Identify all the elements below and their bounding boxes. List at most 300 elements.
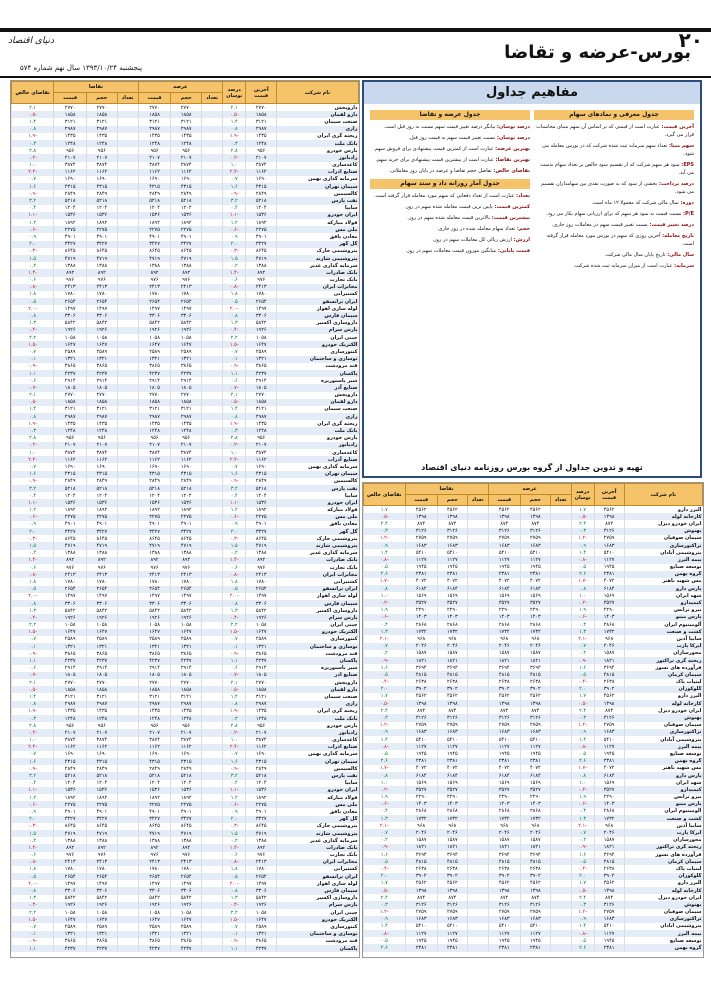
supply-price-cell: ۵۴۱۰ xyxy=(488,923,520,930)
supply-count-cell xyxy=(201,916,222,923)
demand-count-cell xyxy=(467,758,488,765)
change-cell: ۲.۲ xyxy=(223,622,246,629)
demand-count-cell xyxy=(117,341,138,348)
supply-count-cell xyxy=(550,592,571,599)
change-cell: -۰.۴ xyxy=(223,902,246,909)
supply-price-cell: ۹۵۶ xyxy=(138,147,171,154)
company-name-cell: الکتریک خودرو xyxy=(276,341,358,348)
last-price-cell: ۱۷۸۰ xyxy=(246,291,276,298)
supply-price-cell: ۲۶۳۸ xyxy=(488,679,520,686)
supply-volume-cell: ۲۶۵۴ xyxy=(171,586,201,593)
net-demand-cell: ۰.۷ xyxy=(12,176,54,183)
demand-volume-cell: ۴۵۶۲ xyxy=(437,506,467,514)
concept-entry xyxy=(534,262,694,270)
net-demand-cell: -۰.۳ xyxy=(12,248,54,255)
change-cell: -۲.۰ xyxy=(223,593,246,600)
change-cell: ۲.۸ xyxy=(223,722,246,729)
demand-price-cell: ۱۵۳۶ xyxy=(54,499,87,506)
demand-price-cell: ۱۶۹۰ xyxy=(54,751,87,758)
company-name-cell: البرز دارو xyxy=(624,693,702,700)
change-cell: ۱.۱ xyxy=(223,945,246,952)
supply-price-cell: ۲۲۷۵ xyxy=(138,514,171,521)
supply-count-cell xyxy=(201,521,222,528)
concept-entry xyxy=(534,210,694,218)
supply-price-cell: ۹۷۶ xyxy=(138,564,171,571)
net-demand-cell: -۲.۱ xyxy=(364,635,406,642)
table-row xyxy=(12,298,359,305)
demand-price-cell: ۱۷۸۰ xyxy=(54,291,87,298)
change-cell: ۰.۴ xyxy=(571,808,594,815)
demand-count-cell xyxy=(117,830,138,837)
company-name-cell: توسعه صنایع xyxy=(624,750,702,757)
supply-count-cell xyxy=(201,514,222,521)
net-demand-cell: -۲.۰ xyxy=(12,880,54,887)
change-cell: -۰.۲ xyxy=(571,599,594,606)
supply-price-cell: ۱۳۸۸ xyxy=(138,837,171,844)
table-row xyxy=(12,787,359,794)
change-cell: ۱.۳ xyxy=(571,628,594,635)
change-cell: -۰.۷ xyxy=(223,672,246,679)
supply-count-cell xyxy=(201,226,222,233)
supply-volume-cell: ۲۹۸۷ xyxy=(171,413,201,420)
demand-price-cell: ۱۲۰۴ xyxy=(54,205,87,212)
supply-volume-cell: ۱۸۹۲ xyxy=(171,507,201,514)
table-row xyxy=(12,715,359,722)
company-name-cell: نفت پارس xyxy=(276,197,358,204)
demand-count-cell xyxy=(467,700,488,707)
net-demand-cell: -۰.۶ xyxy=(364,801,406,808)
last-price-cell: ۲۲۹۰ xyxy=(594,607,624,614)
supply-price-cell: ۳۸۶۵ xyxy=(138,363,171,370)
supply-count-cell xyxy=(550,549,571,556)
demand-volume-cell: ۹۶۸ xyxy=(437,635,467,642)
supply-price-cell: ۱۴۳۵ xyxy=(138,708,171,715)
supply-count-cell xyxy=(201,873,222,880)
supply-price-cell: ۱۷۸۰ xyxy=(138,291,171,298)
supply-volume-cell: ۲۱۰۷ xyxy=(171,442,201,449)
supply-volume-cell: ۶۱۸۴ xyxy=(520,585,550,592)
supply-price-cell: ۳۸۶۵ xyxy=(138,938,171,945)
demand-count-cell xyxy=(467,858,488,865)
supply-count-cell xyxy=(201,507,222,514)
supply-price-cell: ۲۷۷۰ xyxy=(138,392,171,399)
demand-volume-cell: ۲۱۰۷ xyxy=(87,729,117,736)
supply-volume-cell: ۱۱۶۲ xyxy=(171,456,201,463)
change-cell: ۱.۶ xyxy=(223,758,246,765)
change-cell: ۱.۲ xyxy=(223,507,246,514)
supply-price-cell: ۱۴۳۵ xyxy=(138,420,171,427)
net-demand-cell: ۱.۳ xyxy=(12,895,54,902)
col-demand-count: تعداد xyxy=(117,93,138,104)
supply-price-cell: ۶۱۸۴ xyxy=(488,585,520,592)
supply-volume-cell: ۴۳۱۵ xyxy=(171,183,201,190)
demand-count-cell xyxy=(117,672,138,679)
net-demand-cell: ۰.۲ xyxy=(12,837,54,844)
supply-count-cell xyxy=(550,858,571,865)
change-cell: ۱.۷ xyxy=(571,506,594,514)
supply-price-cell: ۱۱۶۲ xyxy=(138,456,171,463)
demand-price-cell: ۱۴۳۵ xyxy=(54,133,87,140)
demand-volume-cell: ۱۳۲۱ xyxy=(87,643,117,650)
net-demand-cell: ۲.۰ xyxy=(364,686,406,693)
supply-price-cell: ۱۸۹۲ xyxy=(138,219,171,226)
change-cell: ۰.۸ xyxy=(223,600,246,607)
change-cell: -۱.۹ xyxy=(223,133,246,140)
supply-volume-cell: ۴۷۱۹ xyxy=(171,255,201,262)
concept-definition: پایین ترین قیمت معامله شده سهم در روز. xyxy=(404,204,493,210)
company-name-cell: کارخانه لوله xyxy=(624,513,702,520)
supply-volume-cell: ۲۳۸۱ xyxy=(520,571,550,578)
supply-volume-cell: ۹۷۶ xyxy=(171,852,201,859)
net-demand-cell: -۰.۵ xyxy=(12,399,54,406)
change-cell: ۳.۲ xyxy=(223,772,246,779)
demand-volume-cell: ۱۷۳۲ xyxy=(437,628,467,635)
company-name-cell: داروسازی اکسیر xyxy=(276,320,358,327)
supply-volume-cell: ۱۰۵۸ xyxy=(171,622,201,629)
demand-volume-cell: ۸۹۲ xyxy=(87,557,117,564)
demand-price-cell: ۹۷۶ xyxy=(54,852,87,859)
supply-price-cell: ۹۶۸ xyxy=(488,635,520,642)
demand-count-cell xyxy=(117,420,138,427)
concept-term: درصد نوسان: xyxy=(495,135,530,141)
table-row xyxy=(12,873,359,880)
demand-volume-cell: ۱۶۸۳ xyxy=(437,542,467,549)
supply-volume-cell: ۱۴۹۷ xyxy=(171,880,201,887)
demand-price-cell: ۳۱۲۱ xyxy=(54,406,87,413)
supply-volume-cell: ۲۲۷۵ xyxy=(171,514,201,521)
company-name-cell: پارس مینو xyxy=(624,614,702,621)
demand-volume-cell: ۳۳۰۶ xyxy=(87,887,117,894)
company-name-cell: معادن بافق xyxy=(276,808,358,815)
table-row xyxy=(12,363,359,370)
demand-volume-cell: ۱۵۳۶ xyxy=(87,499,117,506)
last-price-cell: ۱۷۸۰ xyxy=(246,866,276,873)
net-demand-cell: ۲.۴ xyxy=(364,707,406,714)
company-name-cell: ایران خودرو xyxy=(276,212,358,219)
demand-price-cell: ۲۸۴۹ xyxy=(54,765,87,772)
supply-volume-cell: ۸۶۴۵ xyxy=(171,535,201,542)
net-demand-cell: ۱.۶ xyxy=(12,183,54,190)
last-price-cell: ۱۸۹۲ xyxy=(246,219,276,226)
change-cell: ۰.۲ xyxy=(223,837,246,844)
demand-volume-cell: ۱۴۳۵ xyxy=(87,420,117,427)
supply-count-cell xyxy=(201,600,222,607)
company-name-cell: ریخته گری ایران xyxy=(276,708,358,715)
demand-price-cell: ۴۹۰۱ xyxy=(54,521,87,528)
table-row xyxy=(12,931,359,938)
last-price-cell: ۱۸۹۲ xyxy=(246,507,276,514)
demand-price-cell: ۹۶۸ xyxy=(405,635,437,642)
net-demand-cell: -۰.۹ xyxy=(12,363,54,370)
company-name-cell: کشتیرانی xyxy=(276,578,358,585)
supply-volume-cell: ۱۴۳۵ xyxy=(171,708,201,715)
last-price-cell: ۳۸۶۵ xyxy=(246,363,276,370)
last-price-cell: ۱۳۹۸ xyxy=(594,700,624,707)
supply-volume-cell: ۲۳۸۱ xyxy=(520,944,550,951)
company-name-cell: معادن بافق xyxy=(276,233,358,240)
demand-volume-cell: ۱۸۲۱ xyxy=(437,844,467,851)
demand-volume-cell: ۳۱۲۱ xyxy=(87,406,117,413)
supply-count-cell xyxy=(550,909,571,916)
company-name-cell: فولاد مبارکه xyxy=(276,507,358,514)
table-row xyxy=(364,664,703,671)
supply-count-cell xyxy=(550,578,571,585)
supply-count-cell xyxy=(550,506,571,514)
supply-count-cell xyxy=(550,844,571,851)
supply-count-cell xyxy=(201,765,222,772)
supply-volume-cell: ۱۹۴۵ xyxy=(520,564,550,571)
demand-count-cell xyxy=(117,356,138,363)
demand-count-cell xyxy=(467,944,488,951)
demand-volume-cell: ۳۳۰۶ xyxy=(87,312,117,319)
supply-price-cell: ۱۹۴۵ xyxy=(488,564,520,571)
company-name-cell: نوسازی و ساختمان xyxy=(276,643,358,650)
demand-count-cell xyxy=(467,750,488,757)
change-cell: -۲.۴ xyxy=(223,456,246,463)
demand-count-cell xyxy=(117,456,138,463)
demand-count-cell xyxy=(467,564,488,571)
last-price-cell: ۱۴۹۷ xyxy=(246,593,276,600)
demand-volume-cell: ۳۱۲۶ xyxy=(437,901,467,908)
company-name-cell: دارو لقمان xyxy=(276,111,358,118)
table-row xyxy=(364,585,703,592)
net-demand-cell: ۰.۸ xyxy=(364,772,406,779)
demand-price-cell: ۱۸۰۵ xyxy=(54,672,87,679)
demand-price-cell: ۳۵۲۷ xyxy=(405,599,437,606)
supply-volume-cell: ۲۵۸۹ xyxy=(171,348,201,355)
demand-volume-cell: ۱۵۶۹ xyxy=(437,779,467,786)
last-price-cell: ۲۶۳۸ xyxy=(594,865,624,872)
supply-count-cell xyxy=(550,657,571,664)
demand-volume-cell: ۳۴۲۷ xyxy=(87,816,117,823)
change-cell: ۲.۲ xyxy=(223,334,246,341)
supply-count-cell xyxy=(201,808,222,815)
demand-count-cell xyxy=(467,822,488,829)
supply-volume-cell: ۴۸۱۵ xyxy=(520,671,550,678)
demand-volume-cell: ۲۵۸۹ xyxy=(87,636,117,643)
demand-volume-cell: ۱۹۲۶ xyxy=(87,614,117,621)
table-row xyxy=(12,528,359,535)
table-row xyxy=(364,887,703,894)
net-demand-cell: ۲.۴ xyxy=(364,520,406,527)
table-row xyxy=(12,938,359,945)
net-demand-cell: -۱.۱ xyxy=(12,787,54,794)
demand-count-cell xyxy=(117,126,138,133)
supply-count-cell xyxy=(550,901,571,908)
change-cell: -۰.۵ xyxy=(571,887,594,894)
supply-count-cell xyxy=(550,607,571,614)
supply-count-cell xyxy=(550,528,571,535)
change-cell: ۰.۳ xyxy=(571,714,594,721)
demand-price-cell: ۱۲۴۸ xyxy=(54,140,87,147)
demand-price-cell: ۹۷۶ xyxy=(54,277,87,284)
demand-volume-cell: ۲۸۴۹ xyxy=(87,478,117,485)
supply-volume-cell: ۱۸۲۱ xyxy=(520,844,550,851)
change-cell: ۱.۷ xyxy=(571,880,594,887)
demand-price-cell: ۵۸۴۲ xyxy=(54,895,87,902)
supply-price-cell: ۱۶۹۰ xyxy=(138,463,171,470)
supply-count-cell xyxy=(201,852,222,859)
supply-volume-cell: ۱۶۴۷ xyxy=(171,629,201,636)
supply-volume-cell: ۲۶۵۴ xyxy=(171,298,201,305)
change-cell: ۰.۵ xyxy=(571,750,594,757)
company-name-cell: رازی xyxy=(276,413,358,420)
last-price-cell: ۱۸۰۵ xyxy=(246,384,276,391)
company-name-cell: داروسازی اکسیر xyxy=(276,607,358,614)
supply-volume-cell: ۲۹۸۷ xyxy=(171,701,201,708)
demand-price-cell: ۹۷۶ xyxy=(54,564,87,571)
company-name-cell: البرز دارو xyxy=(624,880,702,887)
supply-count-cell xyxy=(201,787,222,794)
supply-count-cell xyxy=(550,628,571,635)
change-cell: ۱.۶ xyxy=(223,183,246,190)
demand-price-cell: ۲۰۴۶ xyxy=(405,643,437,650)
supply-price-cell: ۲۷۵۹ xyxy=(488,535,520,542)
table-row xyxy=(12,162,359,169)
demand-price-cell: ۲۵۸۹ xyxy=(54,923,87,930)
demand-count-cell xyxy=(117,557,138,564)
demand-volume-cell: ۱۶۸۳ xyxy=(437,916,467,923)
change-cell: -۰.۴ xyxy=(571,679,594,686)
demand-price-cell: ۵۲۱۸ xyxy=(54,197,87,204)
supply-count-cell xyxy=(201,269,222,276)
company-name-cell: رادیاتور xyxy=(276,729,358,736)
supply-volume-cell: ۳۱۲۱ xyxy=(171,118,201,125)
table-row xyxy=(364,564,703,571)
supply-price-cell: ۱۹۲۶ xyxy=(138,614,171,621)
supply-count-cell xyxy=(550,829,571,836)
col-demand-volume: حجم xyxy=(437,495,467,506)
change-cell: -۰.۴ xyxy=(223,327,246,334)
supply-count-cell xyxy=(201,205,222,212)
supply-price-cell: ۲۲۹۰ xyxy=(488,607,520,614)
demand-count-cell xyxy=(117,650,138,657)
demand-count-cell xyxy=(467,657,488,664)
supply-volume-cell: ۱۹۲۶ xyxy=(171,902,201,909)
table-row xyxy=(12,327,359,334)
demand-volume-cell: ۵۸۴۲ xyxy=(87,320,117,327)
company-name-cell: بانک صادرات xyxy=(276,557,358,564)
supply-price-cell: ۲۹۱۴ xyxy=(138,377,171,384)
table-row xyxy=(12,499,359,506)
supply-volume-cell: ۸۷۴ xyxy=(520,894,550,901)
demand-price-cell: ۱۱۶۲ xyxy=(54,456,87,463)
supply-price-cell: ۳۱۲۱ xyxy=(138,406,171,413)
change-cell: -۰.۵ xyxy=(571,513,594,520)
table-row xyxy=(12,384,359,391)
change-cell: -۰.۴ xyxy=(223,614,246,621)
net-demand-cell: ۱.۴ xyxy=(12,406,54,413)
col-supply-price: قیمت xyxy=(488,495,520,506)
concept-entry xyxy=(370,203,530,211)
last-price-cell: ۲۳۸۱ xyxy=(594,758,624,765)
change-cell: ۲.۰ xyxy=(223,816,246,823)
table-row xyxy=(12,916,359,923)
change-cell: -۰.۵ xyxy=(223,111,246,118)
demand-volume-cell: ۵۸۴۲ xyxy=(87,607,117,614)
supply-price-cell: ۴۳۱۵ xyxy=(138,183,171,190)
concept-entry xyxy=(534,232,694,248)
concepts-left-subtitle-2: جدول آمار روزانه داد و ستد سهام xyxy=(370,179,530,189)
demand-volume-cell: ۱۱۲۷ xyxy=(437,556,467,563)
supply-price-cell: ۶۱۸۴ xyxy=(488,772,520,779)
demand-volume-cell: ۲۲۷۵ xyxy=(87,226,117,233)
table-row xyxy=(12,241,359,248)
net-demand-cell: ۲.۸ xyxy=(12,435,54,442)
demand-volume-cell: ۱۶۹۰ xyxy=(87,176,117,183)
supply-count-cell xyxy=(201,923,222,930)
demand-price-cell: ۱۹۲۶ xyxy=(54,902,87,909)
table-row xyxy=(12,650,359,657)
net-demand-cell: ۱.۷ xyxy=(364,506,406,514)
demand-volume-cell: ۵۲۱۸ xyxy=(87,772,117,779)
demand-volume-cell: ۱۹۴۵ xyxy=(437,937,467,944)
supply-volume-cell: ۲۷۵۹ xyxy=(520,722,550,729)
table-row xyxy=(12,686,359,693)
company-name-cell: رادیاتور xyxy=(276,154,358,161)
company-name-cell: کنتورسازی xyxy=(276,923,358,930)
supply-count-cell xyxy=(201,126,222,133)
supply-count-cell xyxy=(201,392,222,399)
demand-count-cell xyxy=(117,435,138,442)
supply-price-cell: ۴۷۱۹ xyxy=(138,830,171,837)
demand-price-cell: ۱۸۲۱ xyxy=(405,657,437,664)
demand-volume-cell: ۲۹۸۷ xyxy=(87,413,117,420)
table-row xyxy=(12,255,359,262)
net-demand-cell: -۲.۴ xyxy=(12,169,54,176)
supply-count-cell xyxy=(201,542,222,549)
demand-volume-cell: ۱۸۹۲ xyxy=(87,794,117,801)
supply-volume-cell: ۱۳۹۸ xyxy=(520,700,550,707)
net-demand-cell: -۰.۵ xyxy=(12,111,54,118)
supply-count-cell xyxy=(201,456,222,463)
net-demand-cell: -۲.۰ xyxy=(12,305,54,312)
last-price-cell: ۸۷۴ xyxy=(594,520,624,527)
demand-count-cell xyxy=(117,578,138,585)
net-demand-cell: ۰.۷ xyxy=(12,923,54,930)
supply-price-cell: ۱۸۵۸ xyxy=(138,686,171,693)
supply-volume-cell: ۱۱۲۷ xyxy=(520,930,550,937)
last-price-cell: ۲۳۸۱ xyxy=(594,944,624,951)
last-price-cell: ۱۱۲۷ xyxy=(594,556,624,563)
supply-volume-cell: ۱۶۹۰ xyxy=(171,176,201,183)
table-row xyxy=(12,492,359,499)
supply-price-cell: ۱۹۲۶ xyxy=(138,902,171,909)
demand-price-cell: ۱۴۰۳ xyxy=(405,614,437,621)
company-name-cell: بانک ملت xyxy=(276,140,358,147)
company-name-cell: کارخانه لوله xyxy=(624,887,702,894)
table-row xyxy=(364,628,703,635)
supply-count-cell xyxy=(201,305,222,312)
table-row xyxy=(12,377,359,384)
net-demand-cell: -۰.۹ xyxy=(12,765,54,772)
table-row xyxy=(12,729,359,736)
net-demand-cell: ۰.۶ xyxy=(12,377,54,384)
table-row xyxy=(12,744,359,751)
change-cell: ۰.۴ xyxy=(223,205,246,212)
net-demand-cell: ۰.۳ xyxy=(364,714,406,721)
supply-count-cell xyxy=(201,909,222,916)
supply-volume-cell: ۱۹۴۵ xyxy=(520,750,550,757)
masthead xyxy=(0,28,711,66)
col-supply-group: عرضه xyxy=(488,484,571,495)
supply-volume-cell: ۱۸۵۸ xyxy=(171,111,201,118)
company-name-cell: صنایع آذراب xyxy=(276,169,358,176)
table-row xyxy=(12,205,359,212)
table-row xyxy=(12,542,359,549)
supply-count-cell xyxy=(201,262,222,269)
supply-volume-cell: ۱۶۴۷ xyxy=(171,916,201,923)
